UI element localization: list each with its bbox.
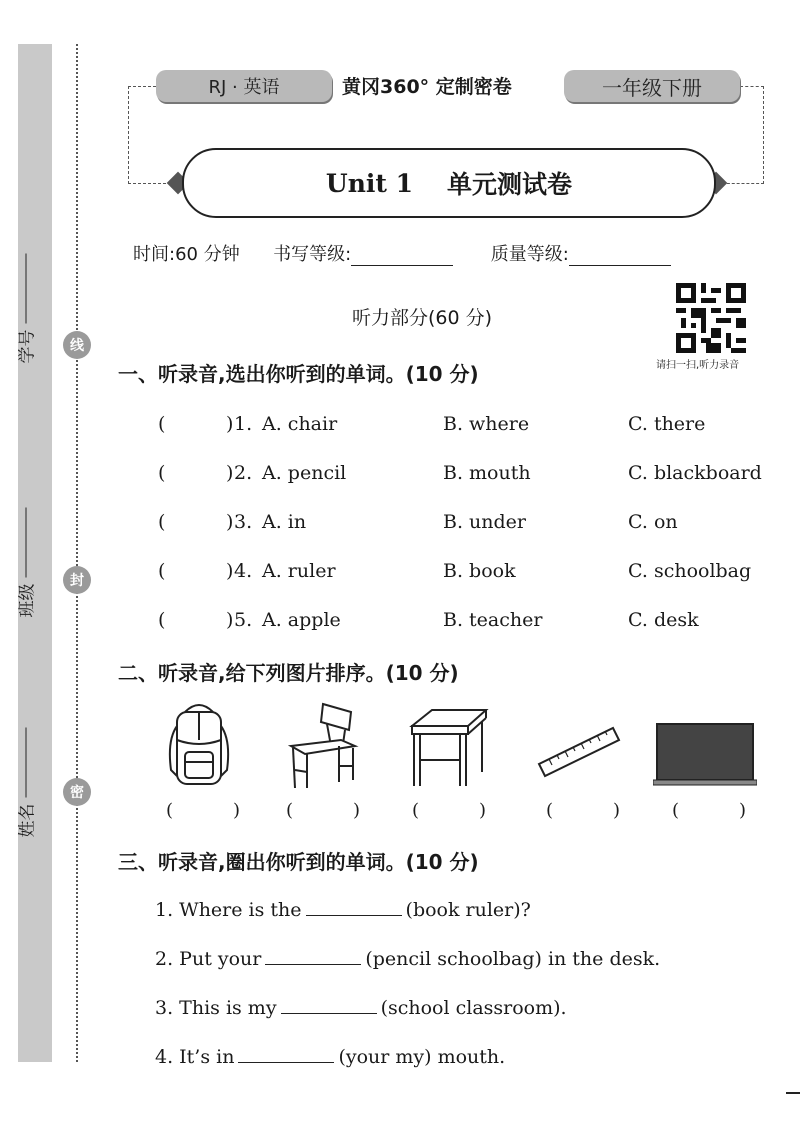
question-row: [158, 462, 778, 490]
seal-line-icon: 线: [63, 331, 91, 359]
desk-icon: [408, 700, 490, 790]
option-c: C. there: [628, 413, 706, 435]
sentence-prefix: 1. Where is the: [155, 899, 302, 921]
question-row: [158, 560, 778, 588]
answer-blank[interactable]: [281, 995, 377, 1014]
header-dash-right-bottom: [722, 183, 764, 184]
option-b: B. mouth: [443, 462, 531, 484]
option-a: A. ruler: [262, 560, 336, 582]
option-a: A. chair: [262, 413, 338, 435]
name-field[interactable]: [13, 728, 38, 838]
answer-blank[interactable]: [306, 897, 402, 916]
test-title: 单元测试卷: [447, 170, 573, 199]
student-number-label: 学号: [17, 329, 38, 364]
quality-grade-label: 质量等级:: [490, 244, 569, 265]
question-row: [158, 413, 778, 441]
unit-banner: [182, 148, 716, 218]
header-dash-right-top: [740, 86, 764, 87]
answer-bracket[interactable]: (: [158, 560, 166, 582]
section2-title: 二、听录音,给下列图片排序。(10 分): [118, 661, 459, 685]
option-c: C. on: [628, 511, 678, 533]
option-b: B. where: [443, 413, 530, 435]
answer-bracket-close: ): [226, 609, 234, 631]
answer-blank[interactable]: [238, 1044, 334, 1063]
question-number: 1.: [234, 413, 253, 435]
sentence-prefix: 3. This is my: [155, 997, 277, 1019]
header-dash-left-vert: [128, 86, 129, 184]
time-label: 时间:60 分钟: [133, 244, 240, 265]
picture-order-blank[interactable]: ( ): [166, 800, 240, 821]
sentence-choices[interactable]: (book ruler)?: [405, 899, 531, 921]
question-row: [158, 511, 778, 539]
edition-badge: RJ · 英语: [156, 70, 332, 102]
qr-caption: 请扫一扫,听力录音: [656, 360, 740, 371]
exam-meta: [133, 240, 763, 266]
page-edge-mark: [786, 1092, 800, 1094]
student-number-field[interactable]: [13, 254, 38, 364]
cut-line: [76, 44, 78, 1062]
sentence-prefix: 4. It’s in: [155, 1046, 235, 1068]
option-c: C. desk: [628, 609, 699, 631]
listening-part-title: 听力部分(60 分): [352, 307, 493, 329]
option-b: B. teacher: [443, 609, 543, 631]
answer-bracket-close: ): [226, 413, 234, 435]
question-number: 3.: [234, 511, 253, 533]
option-a: A. in: [262, 511, 307, 533]
option-a: A. apple: [262, 609, 341, 631]
schoolbag-icon: [163, 700, 235, 790]
seal-secret-icon: 密: [63, 778, 91, 806]
section1-title: 一、听录音,选出你听到的单词。(10 分): [118, 362, 479, 386]
question-row: [158, 609, 778, 637]
writing-grade-label: 书写等级:: [273, 244, 352, 265]
picture-order-blank[interactable]: ( ): [286, 800, 360, 821]
sentence-item: [155, 946, 660, 970]
sentence-item: [155, 995, 567, 1019]
class-label: 班级: [17, 583, 38, 618]
blackboard-icon: [653, 700, 757, 790]
option-b: B. under: [443, 511, 527, 533]
answer-bracket[interactable]: (: [158, 609, 166, 631]
unit-label: Unit 1: [325, 168, 414, 198]
option-c: C. schoolbag: [628, 560, 752, 582]
ruler-icon: [533, 700, 623, 790]
chair-icon: [283, 700, 359, 790]
sentence-item: [155, 1044, 505, 1068]
qr-code-icon[interactable]: [676, 283, 746, 353]
answer-bracket[interactable]: (: [158, 413, 166, 435]
answer-bracket[interactable]: (: [158, 511, 166, 533]
header-dash-left-top: [128, 86, 156, 87]
writing-grade-field[interactable]: [351, 247, 453, 266]
question-number: 2.: [234, 462, 253, 484]
answer-bracket-close: ): [226, 511, 234, 533]
option-b: B. book: [443, 560, 516, 582]
sentence-choices[interactable]: (school classroom).: [380, 997, 567, 1019]
picture-order-blank[interactable]: ( ): [546, 800, 620, 821]
quality-grade-field[interactable]: [569, 247, 671, 266]
section3-title: 三、听录音,圈出你听到的单词。(10 分): [118, 850, 479, 874]
sentence-item: [155, 897, 531, 921]
brand-title: 黄冈360° 定制密卷: [342, 76, 512, 98]
question-number: 4.: [234, 560, 253, 582]
class-field[interactable]: [13, 508, 38, 618]
answer-bracket-close: ): [226, 462, 234, 484]
sentence-choices[interactable]: (pencil schoolbag) in the desk.: [365, 948, 661, 970]
sentence-prefix: 2. Put your: [155, 948, 262, 970]
answer-bracket-close: ): [226, 560, 234, 582]
picture-order-blank[interactable]: ( ): [412, 800, 486, 821]
picture-order-blank[interactable]: ( ): [672, 800, 746, 821]
question-number: 5.: [234, 609, 253, 631]
seal-seal-icon: 封: [63, 566, 91, 594]
option-c: C. blackboard: [628, 462, 762, 484]
answer-bracket[interactable]: (: [158, 462, 166, 484]
answer-blank[interactable]: [265, 946, 361, 965]
name-label: 姓名: [17, 803, 38, 838]
header-dash-right-vert: [763, 86, 764, 184]
option-a: A. pencil: [262, 462, 347, 484]
grade-badge: 一年级下册: [564, 70, 740, 102]
sentence-choices[interactable]: (your my) mouth.: [338, 1046, 506, 1068]
